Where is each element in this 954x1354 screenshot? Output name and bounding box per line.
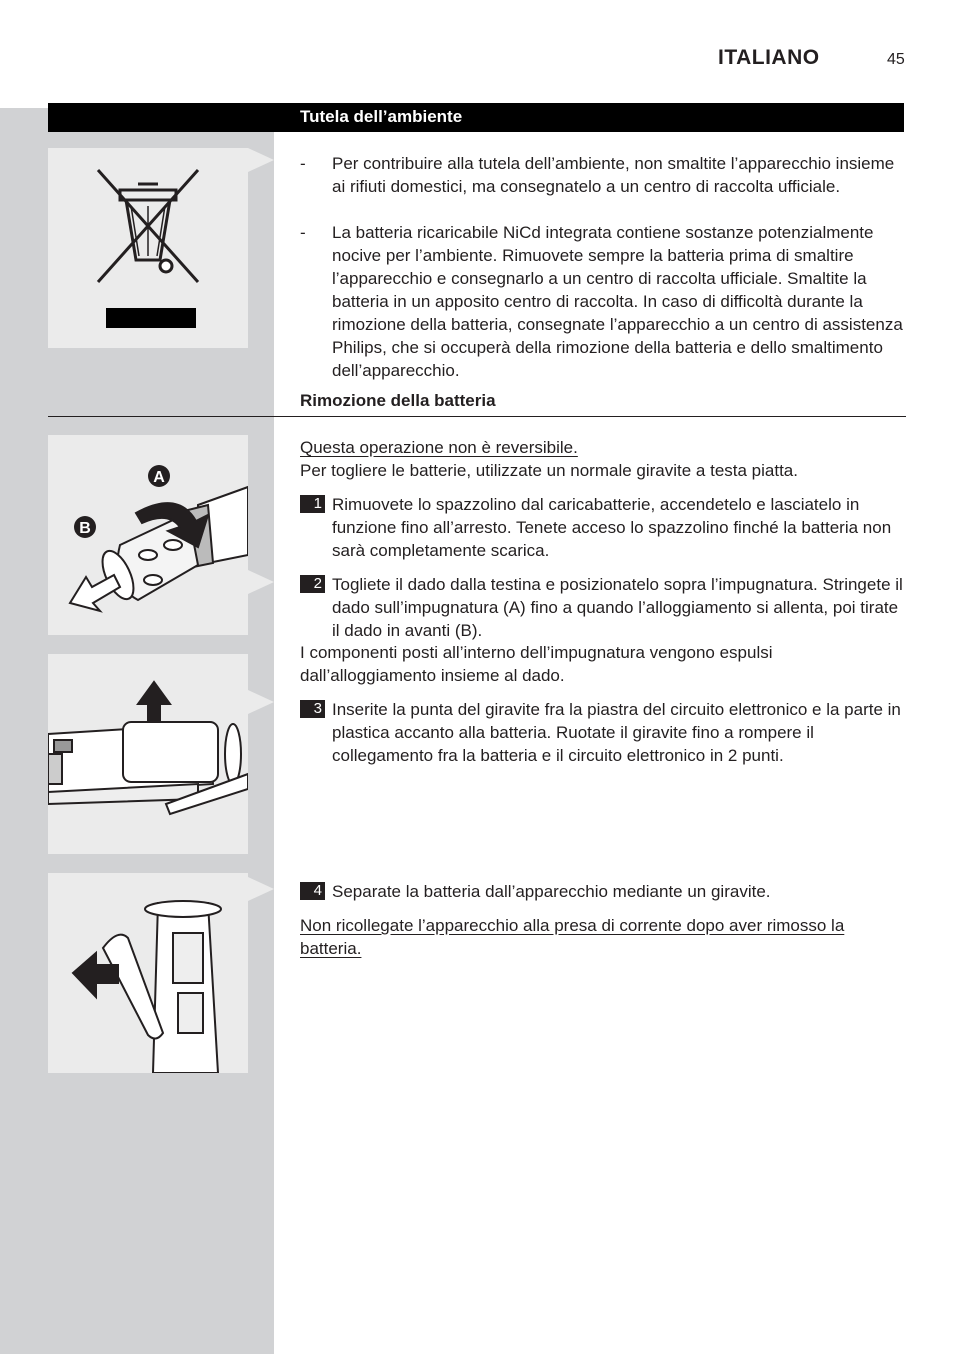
figure-pointer xyxy=(248,570,274,594)
section-title-environment: Tutela dell’ambiente xyxy=(300,107,463,126)
bullet-text: La batteria ricaricabile NiCd integrata contiene sostanze potenzialmente nocive per l’ambiente. Rimuovete sempre la batteria prima di smaltire l’apparecchio e consegnarlo a un centro di raccolta ufficiale. Smaltite la batteria in un apposito centro di raccolta. In caso di difficoltà durante la rimozione della batteria, consegnate l’apparecchio a un centro di assistenza Philips, che si occuperà della rimozione della batteria e dello smaltimento dell’apparecchio. xyxy=(332,223,903,380)
step-item xyxy=(300,493,907,562)
figure-remove-nut xyxy=(48,435,248,635)
step-number: 4 xyxy=(300,882,325,900)
figure-pointer xyxy=(248,148,274,172)
final-warning: Non ricollegate l’apparecchio alla presa di corrente dopo aver rimosso la batteria. xyxy=(300,916,845,958)
page-number: 45 xyxy=(887,51,905,68)
handle-nut-illustration xyxy=(48,435,248,635)
section-divider xyxy=(48,416,906,417)
figure-pointer xyxy=(248,690,274,714)
step-text: Inserite la punta del giravite fra la piastra del circuito elettronico e la parte in plastica accanto alla batteria. Ruotate il giravite fino a rompere il collegamento fra la batteria e il circuito elettronico in 2 punti. xyxy=(332,700,901,765)
battery-separation-illustration xyxy=(48,873,248,1073)
crossed-bin-icon xyxy=(48,148,248,348)
figure-label-b: B xyxy=(79,520,91,537)
figure-screwdriver xyxy=(48,654,248,854)
language-heading: ITALIANO xyxy=(718,46,820,69)
list-item xyxy=(300,221,907,382)
figure-label-a: A xyxy=(153,469,165,486)
section-band xyxy=(48,103,904,132)
figure-weee-bin xyxy=(48,148,248,348)
step-number: 2 xyxy=(300,575,325,593)
battery-board-illustration xyxy=(48,654,248,854)
figure-pointer xyxy=(248,877,274,901)
step-number: 1 xyxy=(300,495,325,513)
step-text: Rimuovete lo spazzolino dal caricabatterie, accendetelo e lasciatelo in funzione fino all’arresto. Tenete acceso lo spazzolino finché la batteria non sarà completamente scarica. xyxy=(332,495,892,560)
step-text: Separate la batteria dall’apparecchio mediante un giravite. xyxy=(332,882,771,901)
bullet-marker: - xyxy=(300,223,306,242)
bullet-text: Per contribuire alla tutela dell’ambiente, non smaltite l’apparecchio insieme ai rifiuti domestici, ma consegnatelo a un centro di raccolta ufficiale. xyxy=(332,154,895,196)
warning-irreversible: Questa operazione non è reversibile. xyxy=(300,438,578,457)
section-title-battery: Rimozione della batteria xyxy=(300,391,496,410)
step-text: Togliete il dado dalla testina e posizionatelo sopra l’impugnatura. Stringete il dado sull’impugnatura (A) fino a quando l’alloggiamento si allenta, poi tirate il dado in avanti (B). xyxy=(332,575,903,640)
list-item xyxy=(300,152,907,198)
step-item xyxy=(300,880,907,903)
step-number: 3 xyxy=(300,700,325,718)
bullet-marker: - xyxy=(300,154,306,173)
step-item xyxy=(300,573,907,642)
step-item xyxy=(300,698,907,767)
note-text: I componenti posti all’interno dell’impugnatura vengono espulsi dall’alloggiamento insieme al dado. xyxy=(300,643,773,685)
intro-text: Per togliere le batterie, utilizzate un normale giravite a testa piatta. xyxy=(300,461,798,480)
figure-separate-battery xyxy=(48,873,248,1073)
